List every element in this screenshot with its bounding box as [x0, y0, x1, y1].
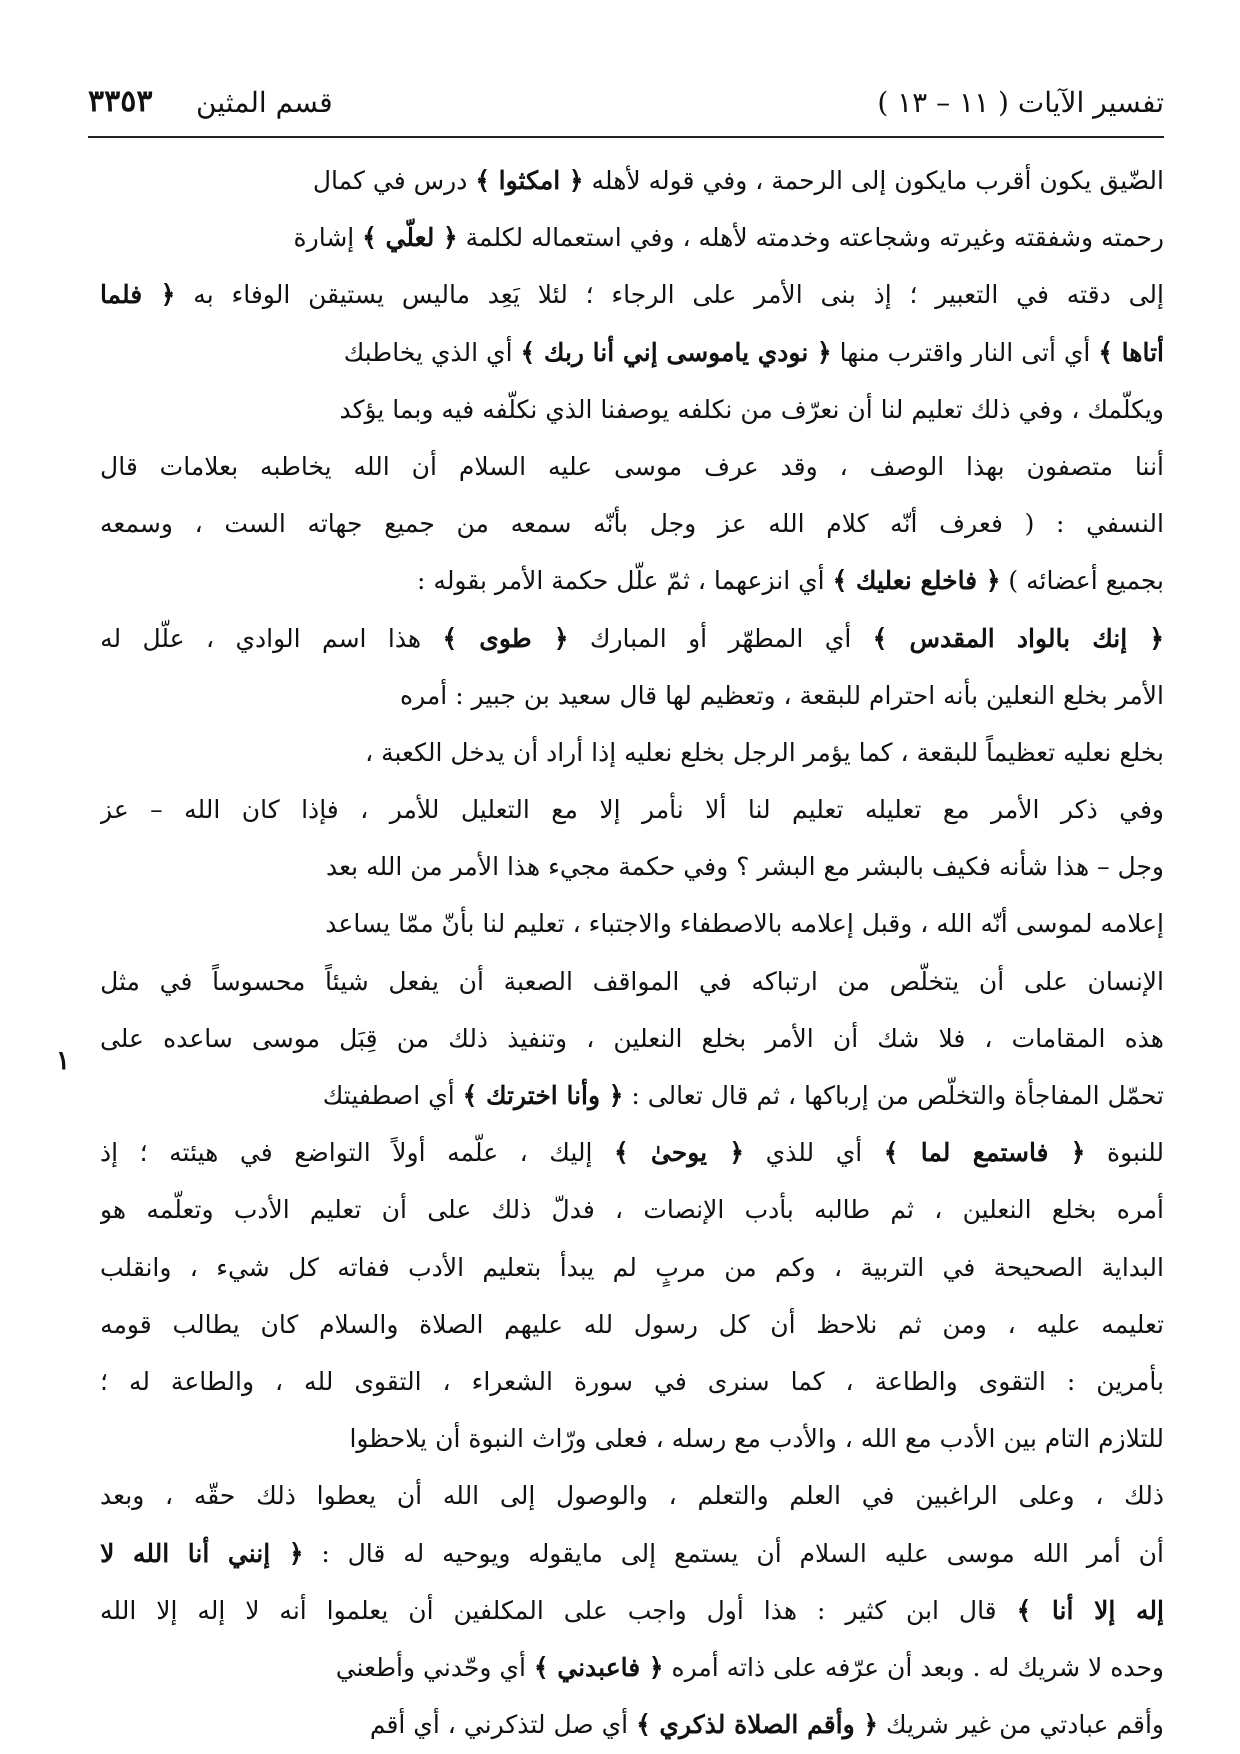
text-run: الأمر بخلع النعلين بأنه احترام للبقعة ، وتعظيم لها قال سعيد بن جبير : أمره	[400, 680, 1164, 710]
quran-phrase: ﴿ إنني أنا الله لا	[100, 1538, 304, 1568]
text-run: أي صل لتذكرني ، أي أقم	[369, 1710, 637, 1740]
text-run: ذلك ، وعلى الراغبين في العلم والتعلم ، والوصول إلى الله أن يعطوا ذلك حقّه ، وبعد	[100, 1481, 1164, 1511]
text-run: إليك ، علّمه أولاً التواضع في هيئته ؛ إذ	[100, 1138, 614, 1168]
text-run: وأقم عبادتي من غير شريك	[878, 1710, 1164, 1740]
text-run: أي أتى النار واقترب منها	[831, 337, 1099, 367]
text-line	[100, 838, 1164, 895]
text-line	[100, 610, 1164, 667]
text-line	[100, 1124, 1164, 1181]
text-run: قال ابن كثير : هذا أول واجب على المكلفين أن يعلموا أنه لا إله إلا الله	[100, 1595, 1017, 1625]
text-run: للتلازم التام بين الأدب مع الله ، والأدب مع رسله ، فعلى ورّاث النبوة أن يلاحظوا	[349, 1424, 1164, 1454]
text-line	[100, 1239, 1164, 1296]
text-run: إلى دقته في التعبير ؛ إذ بنى الأمر على الرجاء ؛ لئلا يَعِد ماليس يستيقن الوفاء به	[175, 280, 1164, 310]
text-line	[100, 552, 1164, 609]
text-run: البداية الصحيحة في التربية ، وكم من مربٍ لم يبدأ بتعليم الأدب ففاته كل شيء ، وانقلب	[100, 1252, 1164, 1282]
margin-mark: ١	[56, 1046, 70, 1076]
text-line	[100, 1353, 1164, 1410]
text-run: للنبوة	[1085, 1138, 1164, 1168]
text-run: رحمته وشفقته وغيرته وشجاعته وخدمته لأهله ، وفي استعماله لكلمة	[457, 223, 1164, 253]
quran-phrase: ﴿ فاخلع نعليك ﴾	[832, 566, 1001, 596]
text-run: وجل – هذا شأنه فكيف بالبشر مع البشر ؟ وفي حكمة مجيء هذا الأمر من الله بعد	[325, 852, 1164, 882]
text-line	[100, 1296, 1164, 1353]
text-line	[100, 1010, 1164, 1067]
text-run: ويكلّمك ، وفي ذلك تعليم لنا أن نعرّف من نكلفه يوصفنا الذي نكلّفه فيه وبما يؤكد	[339, 394, 1164, 424]
text-line	[100, 266, 1164, 323]
text-run: أي وحّدني وأطعني	[335, 1652, 534, 1682]
page-number: ٣٣٥٣	[88, 84, 153, 119]
quran-phrase: ﴿ وأنا اخترتك ﴾	[462, 1081, 624, 1110]
text-line	[100, 1410, 1164, 1467]
text-run: الضّيق يكون أقرب مايكون إلى الرحمة ، وفي قوله لأهله	[583, 166, 1164, 195]
text-run: أننا متصفون بهذا الوصف ، وقد عرف موسى عليه السلام أن الله يخاطبه بعلامات قال	[100, 451, 1164, 481]
text-line	[100, 724, 1164, 781]
quran-phrase: ﴿ لعلّي ﴾	[362, 223, 458, 253]
text-run: إشارة	[293, 223, 363, 253]
text-run: بخلع نعليه تعظيماً للبقعة ، كما يؤمر الرجل بخلع نعليه إذا أراد أن يدخل الكعبة ،	[365, 737, 1164, 767]
text-run: أي المطهّر أو المبارك	[568, 623, 873, 653]
text-line	[100, 324, 1164, 381]
text-line	[100, 1467, 1164, 1524]
text-run: إعلامه لموسى أنّه الله ، وقبل إعلامه بالاصطفاء والاجتباء ، تعليم لنا بأنّ ممّا يساعد	[325, 909, 1164, 939]
quran-phrase: ﴿ فاستمع لما ﴾	[883, 1138, 1086, 1168]
text-run: بأمرين : التقوى والطاعة ، كما سنرى في سورة الشعراء ، التقوى لله ، والطاعة له ؛	[100, 1366, 1164, 1396]
quran-phrase: ﴿ فاعبدني ﴾	[533, 1652, 664, 1682]
text-run: هذه المقامات ، فلا شك أن الأمر بخلع النعلين ، وتنفيذ ذلك من قِبَل موسى ساعده على	[100, 1023, 1164, 1053]
text-line	[100, 1639, 1164, 1696]
text-line	[100, 667, 1164, 724]
text-line	[100, 1582, 1164, 1639]
text-line	[100, 438, 1164, 495]
running-title: تفسير الآيات ( ١١ – ١٣ )	[877, 86, 1164, 119]
quran-phrase: ﴿ نودي ياموسى إني أنا ربك ﴾	[520, 337, 832, 367]
text-line	[100, 1696, 1164, 1753]
text-line	[100, 209, 1164, 266]
text-line	[100, 1525, 1164, 1582]
quran-phrase: ﴿ يوحىٰ ﴾	[613, 1138, 745, 1168]
text-line	[100, 781, 1164, 838]
text-line	[100, 1181, 1164, 1238]
text-line	[100, 895, 1164, 952]
text-run: الإنسان على أن يتخلّص من ارتباكه في المواقف الصعبة أن يفعل شيئاً محسوساً في مثل	[100, 966, 1164, 996]
page-header	[88, 80, 1164, 130]
text-line	[100, 152, 1164, 209]
text-run: أي الذي يخاطبك	[343, 337, 521, 367]
body-text	[100, 152, 1164, 1753]
text-run: أي انزعهما ، ثمّ علّل حكمة الأمر بقوله :	[417, 566, 833, 596]
text-line	[100, 953, 1164, 1010]
text-run: النسفي : ( فعرف أنّه كلام الله عز وجل بأنّه سمعه من جميع جهاته الست ، وسمعه	[100, 509, 1164, 539]
text-run: تحمّل المفاجأة والتخلّص من إرباكها ، ثم قال تعالى :	[623, 1081, 1164, 1110]
text-run: درس في كمال	[312, 166, 476, 195]
text-line	[100, 381, 1164, 438]
text-run: وفي ذكر الأمر مع تعليله تعليم لنا ألا نأمر إلا مع التعليل للأمر ، فإذا كان الله – عز	[100, 795, 1164, 825]
text-run: بجميع أعضائه )	[1000, 566, 1164, 596]
quran-phrase: ﴿ وأقم الصلاة لذكري ﴾	[636, 1710, 879, 1740]
text-line	[100, 1067, 1164, 1124]
quran-phrase: إله إلا أنا ﴾	[1016, 1595, 1164, 1625]
part-label: قسم المثين	[196, 86, 333, 119]
quran-phrase: ﴿ إنك بالواد المقدس ﴾	[872, 623, 1164, 653]
quran-phrase: ﴿ امكثوا ﴾	[475, 166, 584, 195]
quran-phrase: أتاها ﴾	[1098, 337, 1164, 367]
text-run: أي اصطفيتك	[322, 1081, 463, 1110]
text-run: أمره بخلع النعلين ، ثم طالبه بأدب الإنصات ، فدلّ ذلك على أن تعليم الأدب وتعلّمه هو	[100, 1195, 1164, 1225]
text-run: وحده لا شريك له . وبعد أن عرّفه على ذاته أمره	[663, 1652, 1164, 1682]
text-run: تعليمه عليه ، ومن ثم نلاحظ أن كل رسول لله عليهم الصلاة والسلام كان يطالب قومه	[100, 1309, 1164, 1339]
text-line	[100, 495, 1164, 552]
header-rule	[88, 136, 1164, 138]
text-run: هذا اسم الوادي ، علّل له	[100, 623, 443, 653]
quran-phrase: ﴿ فلما	[100, 280, 176, 310]
text-run: أي للذي	[744, 1138, 884, 1168]
quran-phrase: ﴿ طوى ﴾	[442, 623, 569, 653]
text-run: أن أمر الله موسى عليه السلام أن يستمع إلى مايقوله ويوحيه له قال :	[303, 1538, 1164, 1568]
